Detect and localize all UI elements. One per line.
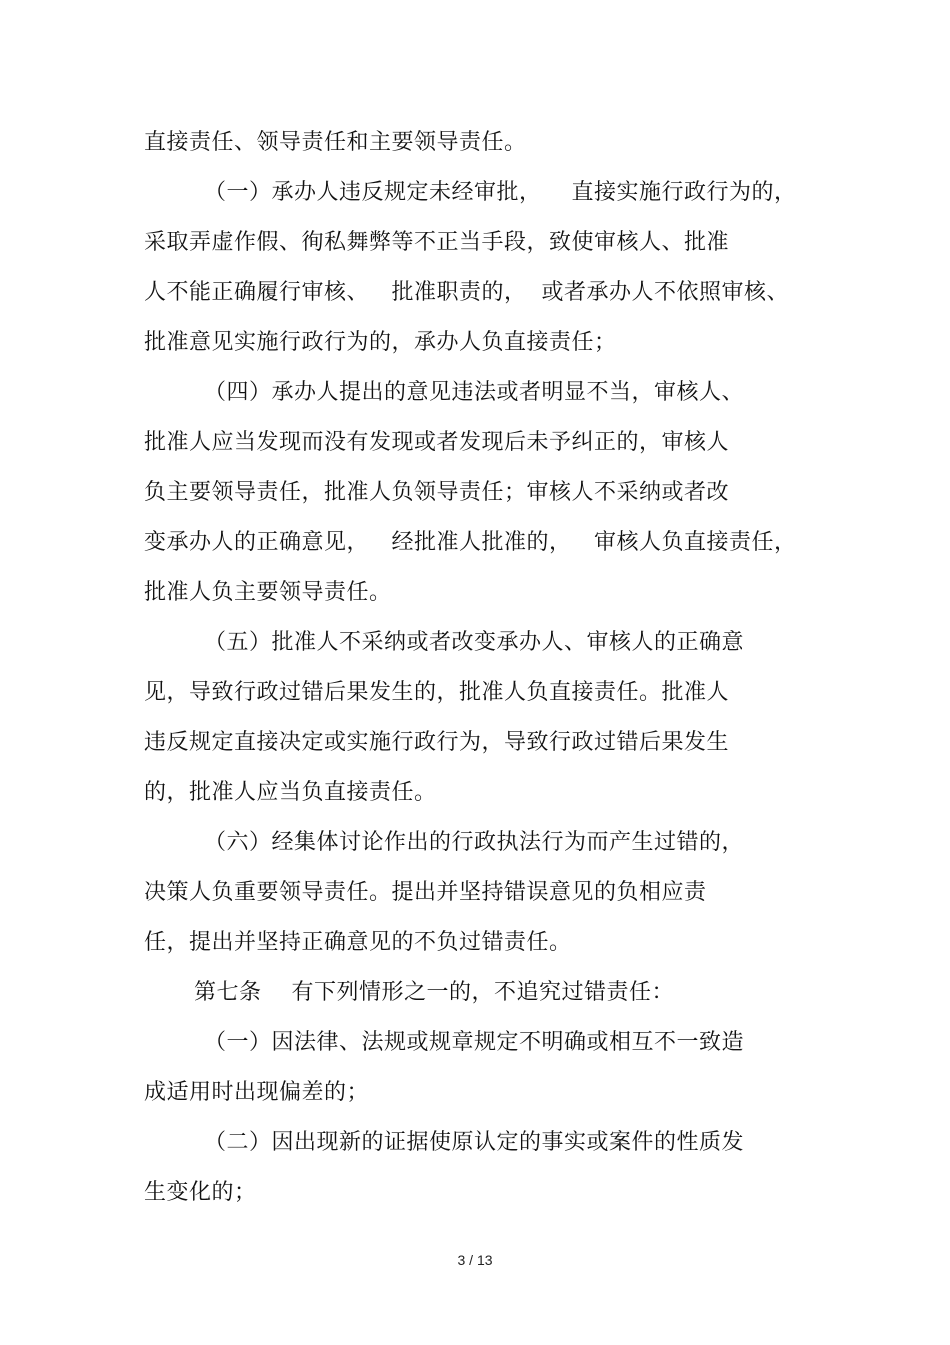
text-line: （一）因法律、法规或规章规定不明确或相互不一致造 <box>204 1030 745 1055</box>
text-line: （二）因出现新的证据使原认定的事实或案件的性质发 <box>204 1130 745 1155</box>
text-line: （四）承办人提出的意见违法或者明显不当，审核人、 <box>204 380 745 405</box>
text-line: 见，导致行政过错后果发生的，批准人负直接责任。批准人 <box>144 680 730 705</box>
text-line: 人不能正确履行审核、 批准职责的， 或者承办人不依照审核、 <box>144 280 789 305</box>
text-line: 违反规定直接决定或实施行政行为，导致行政过错后果发生 <box>144 730 730 755</box>
text-line: 决策人负重要领导责任。提出并坚持错误意见的负相应责 <box>144 880 707 905</box>
text-line: 生变化的； <box>144 1180 257 1205</box>
text-line: 变承办人的正确意见， 经批准人批准的， 审核人负直接责任， <box>144 530 797 555</box>
text-line: 批准人负主要领导责任。 <box>144 580 392 605</box>
page-number: 3 / 13 <box>457 1252 493 1268</box>
text-line: 的，批准人应当负直接责任。 <box>144 780 437 805</box>
text-line: （六）经集体讨论作出的行政执法行为而产生过错的， <box>204 830 745 855</box>
text-line: 直接责任、领导责任和主要领导责任。 <box>144 130 527 155</box>
text-line: （五）批准人不采纳或者改变承办人、审核人的正确意 <box>204 630 745 655</box>
text-line: （一）承办人违反规定未经审批， 直接实施行政行为的， <box>204 180 797 205</box>
text-line: 任，提出并坚持正确意见的不负过错责任。 <box>144 930 572 955</box>
text-line: 成适用时出现偏差的； <box>144 1080 370 1105</box>
text-line: 第七条 有下列情形之一的，不追究过错责任： <box>194 980 674 1005</box>
text-line: 采取弄虚作假、徇私舞弊等不正当手段，致使审核人、批准 <box>144 230 730 255</box>
text-line: 负主要领导责任，批准人负领导责任；审核人不采纳或者改 <box>144 480 730 505</box>
text-line: 批准意见实施行政行为的，承办人负直接责任； <box>144 330 617 355</box>
text-line: 批准人应当发现而没有发现或者发现后未予纠正的，审核人 <box>144 430 730 455</box>
